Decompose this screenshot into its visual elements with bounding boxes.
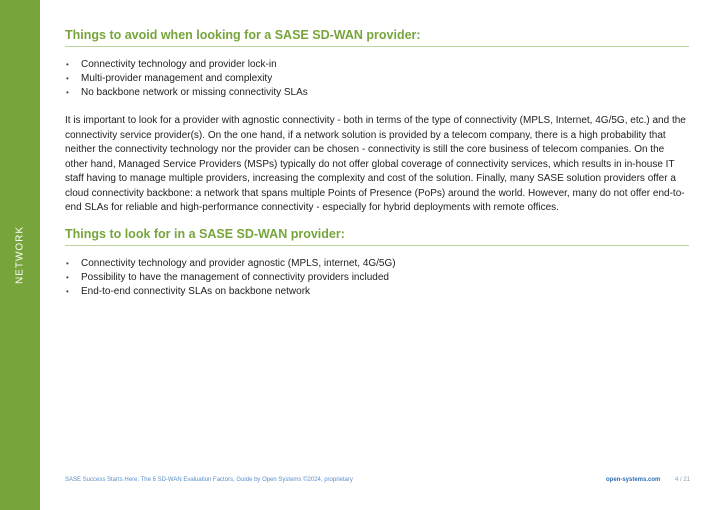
section-heading: Things to avoid when looking for a SASE SD-WAN provider:: [65, 28, 689, 47]
page-number: 4 / 21: [675, 477, 691, 483]
sidebar: [0, 0, 40, 510]
section-look-for: [65, 227, 689, 299]
main-content: [65, 28, 689, 299]
list-item: • No backbone network or missing connectivity SLAs: [65, 86, 689, 100]
sidebar-label: NETWORK: [14, 225, 26, 285]
footer-site-link[interactable]: open-systems.com: [606, 477, 661, 483]
list-item: • End-to-end connectivity SLAs on backbone network: [65, 285, 689, 299]
body-paragraph: It is important to look for a provider with agnostic connectivity - both in terms of the type of connectivity (MPLS, Internet, 4G/5G, etc.) and the connectivity service provider(s). On the one hand, if a network solution is provided by a telecom company, there is a high probability that neither the connectivity technology nor the provider can be chosen - connectivity is still the core business of telecom companies. On the other hand, Managed Service Providers (MSPs) typically do not offer global coverage of connectivity services, which results in in-house IT staff having to manage multiple providers, increasing the complexity and cost of the solution. Finally, many SASE solution providers offer a cloud connectivity backbone: a network that spans multiple Points of Presence (PoPs) around the world. However, many do not offer end-to-end SLAs for reliable and high-performance connectivity - especially for hybrid deployments with remote offices.: [65, 115, 686, 213]
bullet-list: [65, 58, 689, 100]
list-item: • Connectivity technology and provider agnostic (MPLS, internet, 4G/5G): [65, 257, 689, 271]
list-item: • Connectivity technology and provider lock-in: [65, 58, 689, 72]
section-heading: Things to look for in a SASE SD-WAN provider:: [65, 227, 689, 246]
list-item: • Possibility to have the management of connectivity providers included: [65, 271, 689, 285]
bullet-list: [65, 257, 689, 299]
section-avoid: [65, 28, 689, 216]
list-item: • Multi-provider management and complexity: [65, 72, 689, 86]
footer-citation: SASE Success Starts Here: The 6 SD-WAN Evaluation Factors, Guide by Open Systems ©2024, proprietary: [65, 477, 353, 483]
